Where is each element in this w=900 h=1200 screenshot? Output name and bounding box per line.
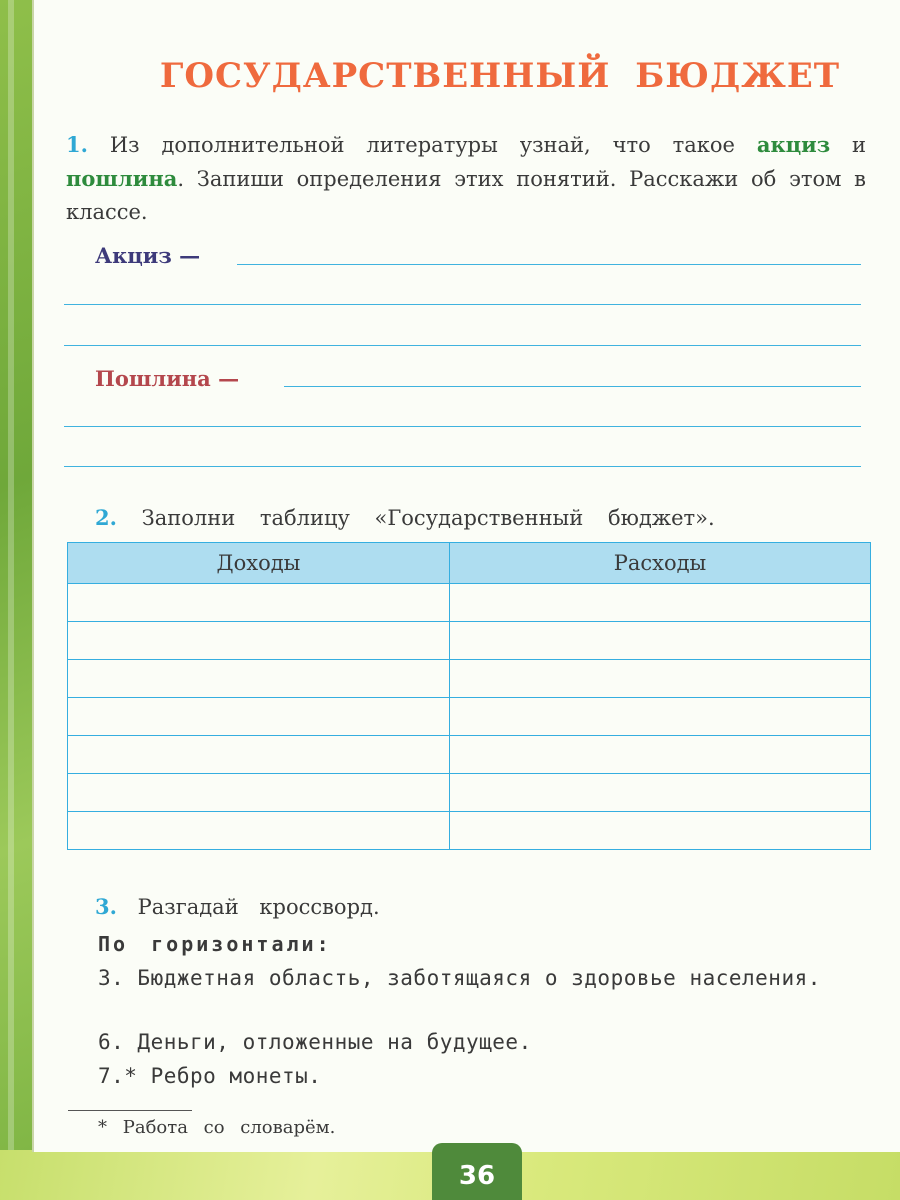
income-cell[interactable] bbox=[68, 622, 450, 660]
header-income: Доходы bbox=[68, 543, 450, 584]
term-poshlina: пошлина bbox=[66, 166, 178, 191]
page-title: ГОСУДАРСТВЕННЫЙ БЮДЖЕТ bbox=[159, 56, 841, 96]
poshlina-label: Пошлина — bbox=[95, 366, 240, 391]
akciz-answer-line-2[interactable] bbox=[64, 304, 861, 305]
income-cell[interactable] bbox=[68, 736, 450, 774]
expenses-cell[interactable] bbox=[449, 774, 870, 812]
table-row bbox=[68, 774, 871, 812]
task-1-text-before: Из дополнительной литературы узнай, что такое bbox=[109, 133, 735, 157]
task-3-number: 3. bbox=[95, 894, 117, 919]
task-2 bbox=[95, 505, 715, 530]
table-row bbox=[68, 698, 871, 736]
income-cell[interactable] bbox=[68, 812, 450, 850]
expenses-cell[interactable] bbox=[449, 698, 870, 736]
footnote-divider bbox=[68, 1110, 192, 1111]
income-cell[interactable] bbox=[68, 774, 450, 812]
akciz-answer-line-1[interactable] bbox=[237, 264, 861, 265]
akciz-label: Акциз — bbox=[95, 243, 201, 268]
expenses-cell[interactable] bbox=[449, 622, 870, 660]
akciz-answer-line-3[interactable] bbox=[64, 345, 861, 346]
budget-table bbox=[67, 542, 871, 850]
income-cell[interactable] bbox=[68, 584, 450, 622]
term-akciz: акциз bbox=[756, 132, 831, 157]
task-1-text-after: . Запиши определения этих понятий. Расскажи об этом в классе. bbox=[66, 167, 866, 224]
crossword-clue-3: 3. Бюджетная область, заботящаяся о здоровье населения. bbox=[98, 966, 821, 990]
crossword-clue-7: 7.* Ребро монеты. bbox=[98, 1064, 322, 1088]
poshlina-answer-line-2[interactable] bbox=[64, 426, 861, 427]
table-row bbox=[68, 736, 871, 774]
budget-table-header-row bbox=[68, 543, 871, 584]
income-cell[interactable] bbox=[68, 660, 450, 698]
task-3-text: Разгадай кроссворд. bbox=[137, 895, 380, 919]
table-row bbox=[68, 584, 871, 622]
table-row bbox=[68, 622, 871, 660]
table-row bbox=[68, 812, 871, 850]
poshlina-answer-line-1[interactable] bbox=[284, 386, 861, 387]
header-expenses: Расходы bbox=[449, 543, 870, 584]
page-number-tab bbox=[432, 1143, 522, 1200]
table-row bbox=[68, 660, 871, 698]
expenses-cell[interactable] bbox=[449, 660, 870, 698]
expenses-cell[interactable] bbox=[449, 812, 870, 850]
income-cell[interactable] bbox=[68, 698, 450, 736]
crossword-clue-6: 6. Деньги, отложенные на будущее. bbox=[98, 1030, 532, 1054]
crossword-horizontal-heading: По горизонтали: bbox=[98, 932, 332, 956]
poshlina-answer-line-3[interactable] bbox=[64, 466, 861, 467]
task-2-number: 2. bbox=[95, 505, 117, 530]
task-2-text: Заполни таблицу «Государственный бюджет». bbox=[141, 506, 715, 530]
page-number: 36 bbox=[458, 1161, 496, 1191]
task-1 bbox=[66, 128, 866, 229]
expenses-cell[interactable] bbox=[449, 584, 870, 622]
task-3 bbox=[95, 894, 380, 919]
task-1-and: и bbox=[852, 133, 866, 157]
task-1-number: 1. bbox=[66, 132, 88, 157]
footnote: * Работа со словарём. bbox=[98, 1117, 336, 1138]
expenses-cell[interactable] bbox=[449, 736, 870, 774]
